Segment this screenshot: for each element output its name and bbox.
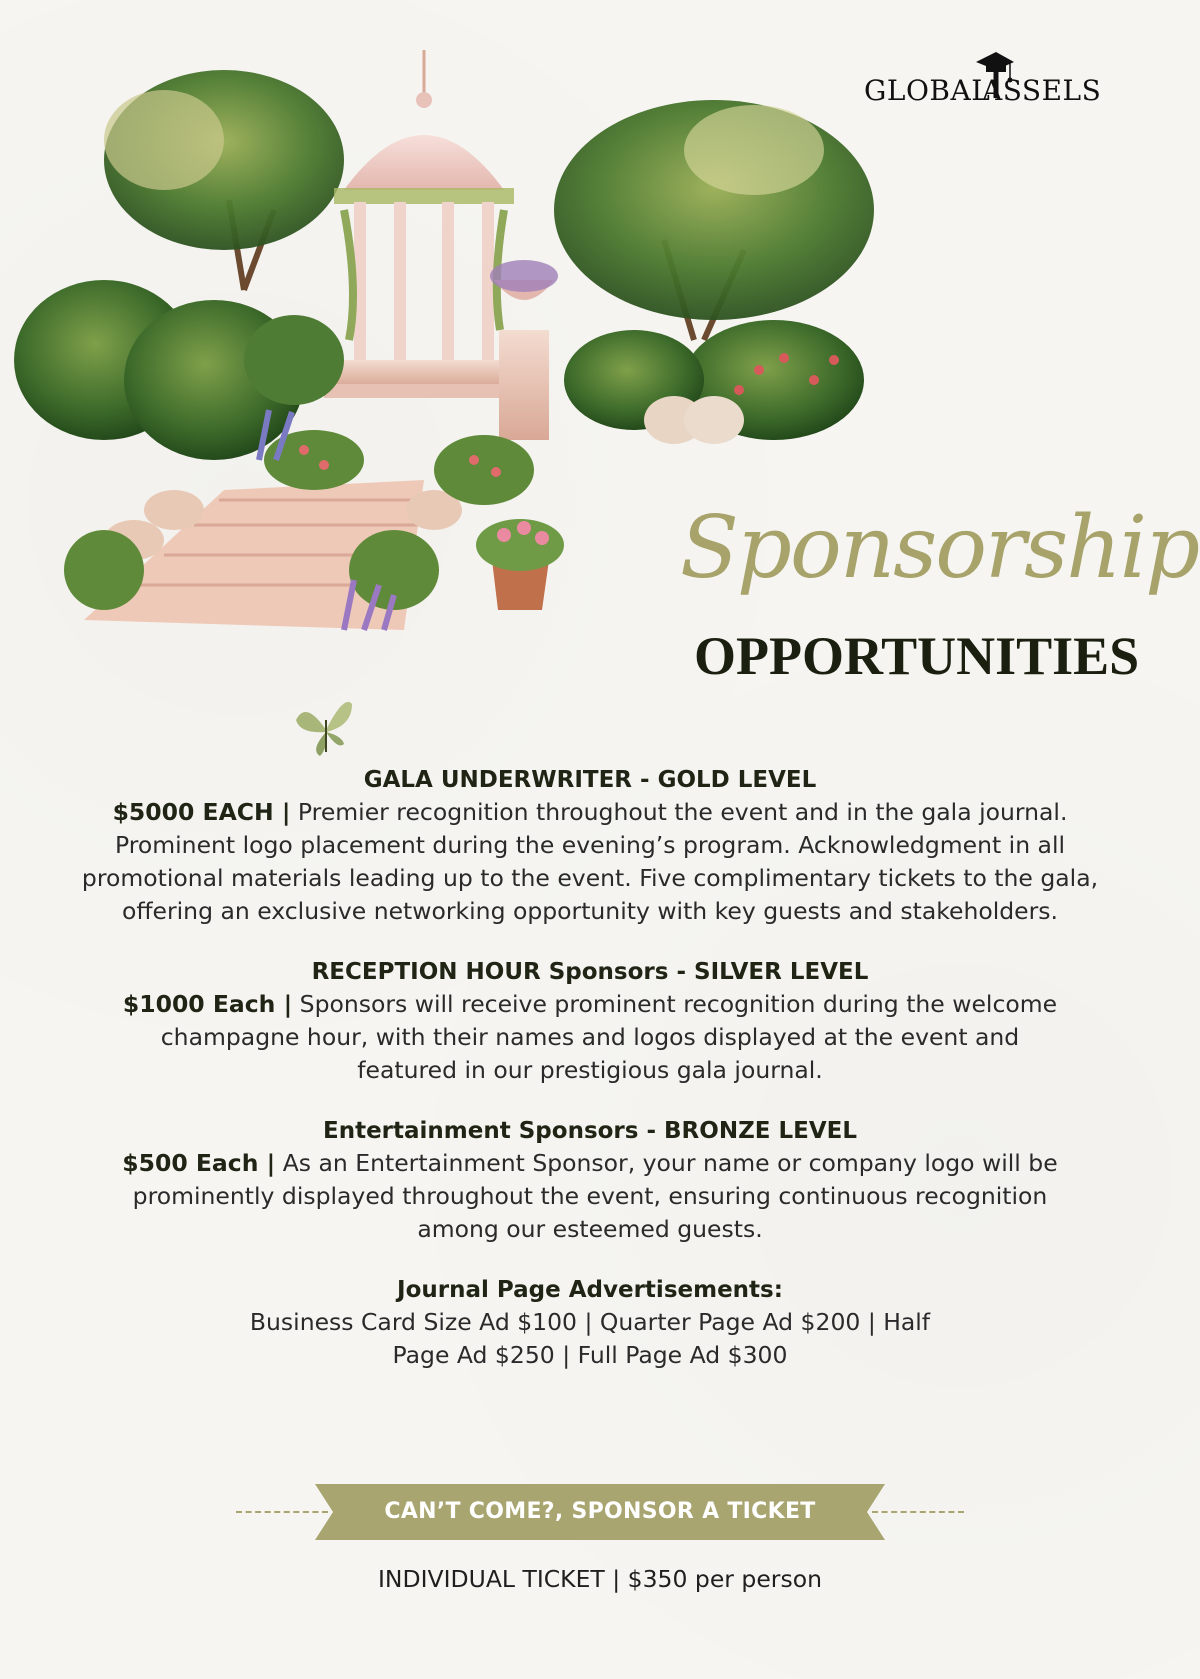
gold-level-text (60, 796, 1120, 928)
butterfly-icon (286, 690, 366, 770)
journal-ads-section (60, 1274, 1120, 1372)
ribbon-label: CAN’T COME?, SPONSOR A TICKET (384, 1499, 816, 1524)
bronze-level-body: As an Entertainment Sponsor, your name or company logo will be prominently displayed throughout the event, ensuring continuous recognition among our esteemed guests. (132, 1149, 1058, 1243)
individual-ticket-price: INDIVIDUAL TICKET | $350 per person (378, 1565, 822, 1593)
gold-level-price: $5000 EACH | (112, 798, 291, 826)
bronze-level-heading: Entertainment Sponsors - BRONZE LEVEL (323, 1118, 857, 1144)
silver-level-body: Sponsors will receive prominent recognition during the welcome champagne hour, with their names and logos displayed at the event and featured in our prestigious gala journal. (160, 990, 1058, 1084)
silver-level-section (60, 956, 1120, 1087)
title-caps: OPPORTUNITIES (694, 626, 1140, 686)
gold-level-heading: GALA UNDERWRITER - GOLD LEVEL (363, 767, 817, 793)
gold-level-body: Premier recognition throughout the event and in the gala journal. Prominent logo placement during the evening’s program. Acknowledgment in all promotional materials leading up to the event. Five complimentary tickets to the gala, offering an exclusive networking opportunity with key guests and stakeholders. (81, 798, 1099, 925)
journal-ads-heading: Journal Page Advertisements: (397, 1277, 783, 1303)
gold-level-section (60, 764, 1120, 928)
journal-ads-body: Business Card Size Ad $100 | Quarter Page Ad $200 | Half Page Ad $250 | Full Page Ad $300 (249, 1308, 931, 1369)
silver-level-text (60, 988, 1120, 1087)
silver-level-price: $1000 Each | (122, 990, 293, 1018)
bronze-level-text (60, 1147, 1120, 1246)
sponsor-ticket-banner (0, 1484, 1200, 1540)
logo-word-tassels: ASSELS (982, 74, 1102, 107)
title-script: Sponsorship (680, 498, 1199, 598)
logo-word-global: GLOBAL (864, 74, 991, 107)
silver-level-heading: RECEPTION HOUR Sponsors - SILVER LEVEL (311, 959, 869, 985)
banner-dash-right (872, 1511, 964, 1513)
bronze-level-section (60, 1115, 1120, 1246)
sponsorship-content (60, 764, 1120, 1400)
bronze-level-price: $500 Each | (122, 1149, 276, 1177)
ribbon (315, 1484, 885, 1540)
